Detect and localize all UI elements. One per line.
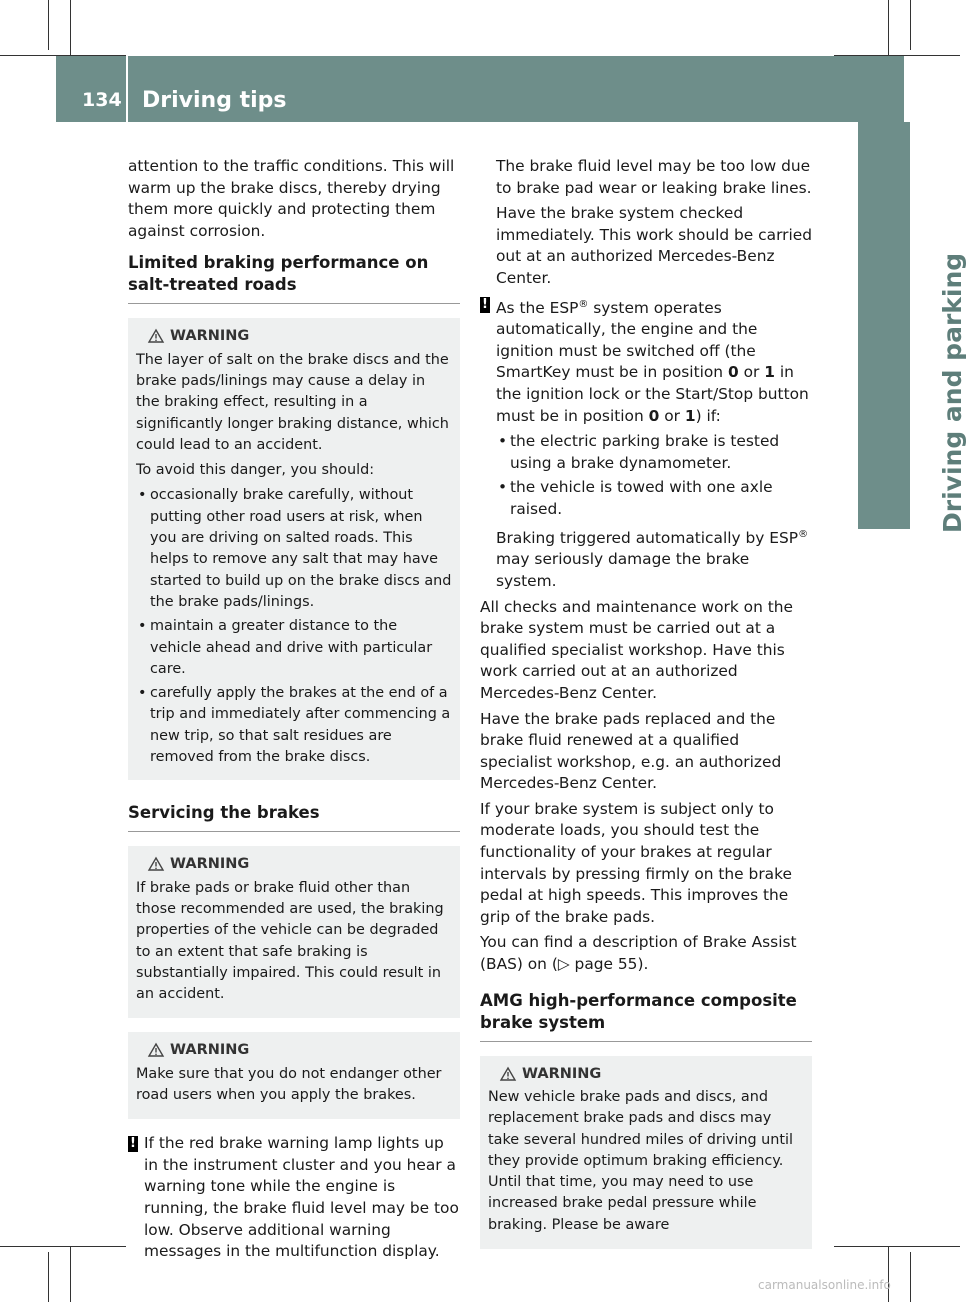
warning-box (480, 1056, 812, 1249)
note-text: As the ESP® system operates automatically, the engine and the ignition must be switched off (the SmartKey must be in position 0 or 1 in the ignition lock or the Start/Stop button must be in position 0 or 1) if: (496, 298, 809, 425)
warning-box (128, 846, 460, 1018)
crop-mark (48, 1252, 49, 1302)
warning-label: WARNING (522, 1065, 602, 1082)
section-heading-servicing: Servicing the brakes (128, 802, 460, 832)
list-item-text: occasionally brake carefully, without putting other road users at risk, when you are driving on salted roads. This helps to remove any salt that may have started to build up on the brake discs and the brake pads/linings. (150, 487, 452, 610)
bullet-list (136, 485, 452, 768)
chapter-tab-label: Driving and parking (938, 252, 967, 533)
page-title: Driving tips (142, 88, 287, 113)
warning-text: To avoid this danger, you should: (136, 462, 375, 479)
page-number: 134 (82, 89, 122, 111)
list-item: • occasionally brake carefully, without putting other road users at risk, when you are driving on salted roads. This helps to remove any salt that may have started to build up on the brake discs and the brake pads/linings. (138, 487, 452, 610)
warning-triangle-icon (148, 857, 164, 871)
warning-triangle-icon (148, 1043, 164, 1057)
warning-text: The layer of salt on the brake discs and the brake pads/linings may cause a delay in the braking effect, resulting in a significantly longer braking distance, which could lead to an accident. (136, 351, 449, 453)
paragraph: Have the brake pads replaced and the brake fluid renewed at a qualified specialist workshop, e.g. an authorized Mercedes-Benz Center. (480, 709, 782, 793)
list-item: • the vehicle is towed with one axle raised. (498, 478, 773, 519)
crop-mark (910, 0, 911, 50)
crop-mark (70, 1246, 71, 1302)
warning-text: New vehicle brake pads and discs, and replacement brake pads and discs may take several hundred miles of driving until they provide optimum braking efficiency. Until that time, you may need to use increased brake pedal pressure while braking. Please be aware (488, 1088, 794, 1233)
watermark: carmanualsonline.info (758, 1278, 891, 1292)
warning-header (488, 1064, 804, 1085)
warning-label: WARNING (170, 1042, 250, 1059)
right-column (480, 156, 812, 1263)
bullet-list (496, 431, 812, 520)
warning-box (128, 318, 460, 780)
crop-mark (888, 0, 889, 60)
exclamation-icon: ! (480, 297, 490, 313)
page-header (56, 56, 904, 122)
list-item: • carefully apply the brakes at the end of a trip and immediately after commencing a new trip, so that salt residues are removed from the brake discs. (138, 685, 451, 766)
list-item: • maintain a greater distance to the vehicle ahead and drive with particular care. (138, 618, 433, 677)
section-heading-salt: Limited braking performance on salt-treated roads (128, 252, 460, 304)
note-block (480, 294, 812, 593)
chapter-tab-label-wrap (858, 122, 967, 542)
header-divider (126, 56, 128, 122)
warning-box (128, 1032, 460, 1119)
note-text: Braking triggered automatically by ESP® may seriously damage the brake system. (496, 528, 809, 590)
list-item: • the electric parking brake is tested using a brake dynamometer. (498, 432, 780, 472)
warning-triangle-icon (148, 329, 164, 343)
note-block (128, 1133, 460, 1263)
page-reference[interactable]: You can find a description of Brake Assist (BAS) on (▷ page 55). (480, 933, 797, 974)
list-item-text: the vehicle is towed with one axle raised. (510, 478, 773, 519)
paragraph: Have the brake system checked immediately. This work should be carried out at an authorized Mercedes-Benz Center. (496, 204, 812, 287)
paragraph: The brake fluid level may be too low due to brake pad wear or leaking brake lines. (496, 157, 812, 197)
warning-triangle-icon (500, 1067, 516, 1081)
note-text: If the red brake warning lamp lights up in the instrument cluster and you hear a warning tone while the engine is running, the brake fluid level may be too low. Observe additional warning messages in the multifunction display. (144, 1134, 459, 1261)
exclamation-icon: ! (128, 1136, 138, 1152)
warning-text: If brake pads or brake fluid other than those recommended are used, the braking properties of the vehicle can be degraded to an extent that safe braking is substantially impaired. This could result in an accident. (136, 879, 444, 1003)
crop-mark (70, 0, 71, 60)
paragraph: All checks and maintenance work on the brake system must be carried out at a qualified specialist workshop. Have this work carried out at an authorized Mercedes-Benz Center. (480, 597, 793, 702)
crop-mark (888, 1246, 889, 1302)
intro-paragraph: attention to the traffic conditions. This will warm up the brake discs, thereby drying them more quickly and protecting them against corrosion. (128, 157, 455, 240)
warning-header (136, 326, 452, 347)
warning-label: WARNING (170, 856, 250, 873)
crop-mark (834, 1246, 960, 1247)
crop-mark (0, 1246, 126, 1247)
paragraph: If your brake system is subject only to moderate loads, you should test the functionality of your brakes at regular intervals by pressing firmly on the brake pedal at high speeds. This improves the grip of the brake pads. (480, 799, 792, 926)
warning-label: WARNING (170, 328, 250, 345)
list-item-text: the electric parking brake is tested using a brake dynamometer. (510, 432, 780, 472)
list-item-text: carefully apply the brakes at the end of a trip and immediately after commencing a new trip, so that salt residues are removed from the brake discs. (150, 685, 451, 766)
warning-header (136, 854, 452, 875)
left-column (128, 156, 460, 1263)
crop-mark (48, 0, 49, 50)
crop-mark (910, 1252, 911, 1302)
section-heading-amg: AMG high-performance composite brake system (480, 990, 812, 1042)
list-item-text: maintain a greater distance to the vehicle ahead and drive with particular care. (150, 618, 433, 677)
warning-text: Make sure that you do not endanger other road users when you apply the brakes. (136, 1065, 442, 1103)
warning-header (136, 1040, 452, 1061)
